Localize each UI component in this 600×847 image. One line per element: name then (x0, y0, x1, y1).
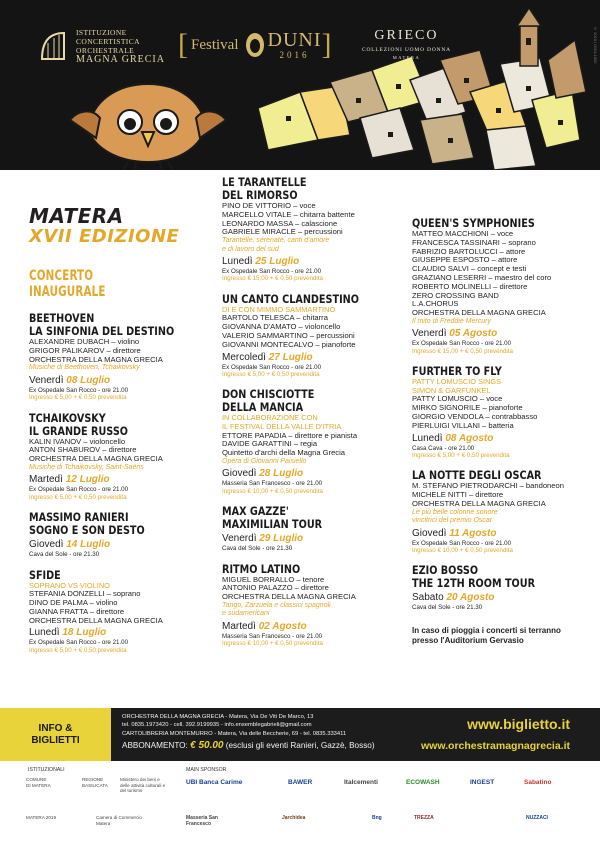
edition-title: XVII EDIZIONE (29, 226, 180, 247)
event-day: Lunedì (29, 627, 63, 639)
event-day-date: 08 Agosto (445, 432, 494, 444)
event-date (222, 532, 404, 545)
sponsor-logo: Jarchidea (282, 815, 306, 821)
sponsor-logo: REGIONE BASILICATA (82, 777, 108, 788)
sponsor-logo: Bng (372, 815, 382, 821)
event-day: Giovedì (412, 527, 450, 539)
event-price: Ingresso € 5,00 + € 0,50 prevendita (222, 371, 320, 378)
event-venue: Ex Ospedale San Rocco - ore 21.00 (29, 486, 129, 494)
event-date (29, 374, 205, 387)
event-block (222, 388, 404, 495)
event-title: SOGNO E SON DESTO (29, 523, 145, 538)
event-performer: MICHELE NITTI – direttore (412, 490, 504, 500)
sponsor-logo: Masseria San Francesco (186, 815, 218, 827)
event-day: Venerdì (29, 374, 67, 386)
info-contacts (122, 713, 375, 752)
event-venue: Ex Ospedale San Rocco - ore 21.00 (222, 268, 322, 275)
event-price: Ingresso € 15,00 + € 0,50 prevendita (412, 347, 513, 355)
event-title: RITMO LATINO (222, 561, 301, 576)
event-performer: DINO DE PALMA – violino (29, 598, 118, 608)
event-date (29, 626, 205, 639)
event-title: MAX GAZZE' (222, 504, 289, 519)
event-performer: ALEXANDRE DUBACH – violino (29, 337, 140, 346)
event-performer: ANTONIO PALAZZO – direttore (222, 583, 329, 593)
event-note: Opera di Giovanni Paisiello (222, 457, 307, 465)
ocmg-logo (36, 28, 165, 64)
grieco-city: MATERA (392, 55, 421, 60)
sponsor-logo: ECOWASH (406, 779, 440, 786)
event-list (222, 176, 404, 648)
city-title: MATERA (29, 204, 124, 228)
event-performer: MARCELLO VITALE – chitarra battente (222, 209, 355, 219)
event-day: Lunedì (412, 432, 446, 444)
event-performer: GIOVANNI MONTECALVO – pianoforte (222, 339, 356, 349)
sponsor-logo: INGEST (470, 779, 495, 786)
event-list (412, 217, 588, 612)
event-performer: FRANCESCA TASSINARI – soprano (412, 237, 536, 247)
event-subtitle: IL FESTIVAL DELLA VALLE D'ITRIA (222, 422, 342, 431)
sponsor-logo: MATERA 2019 (26, 815, 57, 820)
event-performer: GIORGIO VENDOLA – contrabbasso (412, 411, 538, 421)
event-performer: ANTON SHABUROV – direttore (29, 445, 137, 455)
event-subtitle: SIMON & GARFUNKEL (412, 385, 491, 395)
ocmg-line3: ORCHESTRALE (76, 46, 135, 55)
event-title: QUEEN'S SYMPHONIES (412, 216, 535, 230)
harp-logo-icon (36, 29, 70, 63)
event-day-date: 12 Luglio (65, 474, 110, 486)
event-performer: VALERIO SAMMARTINO – percussioni (222, 331, 355, 340)
event-title: MASSIMO RANIERI (29, 510, 129, 525)
info-line-1: ORCHESTRA DELLA MAGNA GRECIA - Matera, Via De Viti De Marco, 13 (122, 714, 314, 720)
event-block (29, 511, 205, 558)
column-2 (222, 176, 404, 658)
event-date (29, 473, 205, 486)
side-code: © 2016 | 0004-1600 (593, 26, 598, 64)
festival-name: DUNI (267, 29, 322, 51)
event-performer: FABRIZIO BARTOLUCCI – attore (412, 246, 526, 256)
info-line-3: CARTOLIBRERIA MONTEMURRO - Matera, Via delle Beccherie, 69 - tel. 0835.333411 (122, 730, 347, 737)
biglietto-link[interactable]: www.biglietto.it (467, 716, 570, 732)
event-day: Giovedì (222, 468, 260, 480)
event-performer: GIUSEPPE ESPOSTO – attore (412, 255, 518, 265)
event-day-date: 25 Luglio (255, 256, 300, 267)
event-performer: GABRIELE MIRACLE – percussioni (222, 227, 343, 237)
event-date (222, 255, 404, 268)
event-day-date: 27 Luglio (268, 351, 313, 363)
sponsor-logo: NUZZACI (526, 815, 548, 821)
city-illustration (0, 0, 600, 170)
header-banner (0, 0, 600, 170)
event-day-date: 18 Luglio (62, 627, 107, 639)
column-3 (412, 217, 588, 646)
sponsor-logo: COMUNE DI MATERA (26, 777, 51, 788)
event-note: Le più belle colonne sonore (412, 508, 498, 516)
event-venue: Cava del Sole - ore 21.30 (29, 551, 100, 559)
event-price: Ingresso € 5,00 + € 0,50 prevendita (29, 394, 127, 402)
event-day-date: 29 Luglio (259, 533, 304, 545)
event-performer: KALIN IVANOV – violoncello (29, 436, 126, 446)
event-title: DEL RIMORSO (222, 188, 298, 202)
event-day: Lunedì (222, 256, 256, 267)
event-day: Mercoledì (222, 351, 269, 363)
event-title: BEETHOVEN (29, 311, 95, 325)
event-venue: Ex Ospedale San Rocco - ore 21.00 (412, 539, 512, 547)
event-date (412, 432, 588, 445)
event-block (222, 176, 404, 283)
event-venue: Ex Ospedale San Rocco - ore 21.00 (29, 386, 129, 394)
sponsor-logo: BAWER (288, 779, 313, 786)
event-note: Tarantelle, serenate, canti d'amore (222, 237, 330, 245)
event-price: Ingresso € 10,00 + € 0,50 prevendita (222, 487, 323, 495)
event-list (29, 312, 205, 654)
sponsor-logo: Ministero dei beni e delle attività culturali e del turismo (120, 777, 166, 794)
event-note: Il mito di Freddie Mercury (412, 317, 491, 325)
event-title: DELLA MANCIA (222, 400, 304, 415)
event-performer: M. STEFANO PIETRODARCHI – bandoneon (412, 481, 564, 491)
event-price: Ingresso € 15,00 + € 0,50 prevendita (222, 275, 323, 283)
grieco-tagline: COLLEZIONI UOMO DONNA (362, 47, 451, 53)
event-note: vincitrici del premio Oscar (412, 517, 493, 525)
column-1 (29, 176, 205, 664)
event-performer: ETTORE PAPADIA – direttore e pianista (222, 430, 358, 440)
event-title: LE TARANTELLE (222, 175, 307, 189)
event-title: MAXIMILIAN TOUR (222, 517, 323, 532)
event-title: THE 12TH ROOM TOUR (412, 576, 536, 591)
event-day-date: 05 Agosto (449, 328, 498, 340)
event-title: LA NOTTE DEGLI OSCAR (412, 468, 542, 483)
event-block (29, 312, 205, 402)
orchestra-website-link[interactable]: www.orchestramagnagrecia.it (421, 740, 570, 752)
event-subtitle: IN COLLABORAZIONE CON (222, 413, 318, 423)
event-performer: ORCHESTRA DELLA MAGNA GRECIA (412, 498, 546, 508)
info-label: INFO & BIGLIETTI (0, 708, 111, 761)
event-performer: GIOVANNA D'AMATO – violoncello (222, 322, 341, 332)
concerto-inaugurale-label: CONCERTO INAUGURALE (29, 268, 106, 300)
info-bar (0, 708, 600, 761)
event-block (412, 217, 588, 355)
event-performer: PINO DE VITTORIO – voce (222, 201, 316, 210)
sponsors-area (0, 763, 600, 847)
event-venue: Casa Cava - ore 21.00 (412, 444, 475, 452)
event-performer: LEONARDO MASSA – calascione (222, 218, 338, 228)
event-venue: Ex Ospedale San Rocco - ore 21.00 (222, 363, 322, 371)
event-performer: MIGUEL BORRALLO – tenore (222, 574, 325, 584)
event-performer: ORCHESTRA DELLA MAGNA GRECIA (222, 592, 356, 602)
event-block (412, 365, 588, 459)
event-day-date: 28 Luglio (259, 468, 304, 480)
event-performer: STEFANIA DONZELLI – soprano (29, 589, 141, 599)
abbonamento: ABBONAMENTO: € 50.00 (esclusi gli eventi Ranieri, Gazzè, Bosso) (122, 740, 375, 752)
sponsor-logo: Sabatino (524, 779, 552, 786)
grieco-name: GRIECO (374, 28, 439, 43)
event-date (222, 351, 404, 364)
event-performer: ROBERTO MOLINELLI – direttore (412, 281, 528, 291)
event-title: SFIDE (29, 567, 61, 582)
event-performer: Quintetto d'archi della Magna Grecia (222, 448, 346, 458)
event-date (222, 620, 404, 633)
sponsor-logo: Camera di Commercio Matera (96, 815, 142, 826)
event-block (412, 564, 588, 611)
sponsor-logo: Italcementi (344, 779, 378, 786)
event-performer: ORCHESTRA DELLA MAGNA GRECIA (29, 354, 163, 364)
ocmg-line2: CONCERTISTICA (76, 37, 140, 46)
event-subtitle: PATTY LOMUSCIO SINGS (412, 377, 502, 387)
event-day: Giovedì (29, 539, 67, 551)
event-title: EZIO BOSSO (412, 563, 479, 578)
ocmg-line1: ISTITUZIONE (76, 28, 127, 37)
event-day: Venerdì (222, 533, 260, 545)
event-note: e sudamericani (222, 610, 270, 618)
event-note: Tango, Zarzuela e classici spagnoli (222, 602, 331, 609)
event-day: Martedì (222, 620, 259, 632)
main-sponsor-label: MAIN SPONSOR (186, 767, 227, 773)
institutional-label: ISTITUZIONALI (28, 767, 65, 773)
event-performer: ORCHESTRA DELLA MAGNA GRECIA (412, 308, 546, 318)
event-note: Musiche di Beethoven, Tchaikovsky (29, 364, 140, 372)
rain-note: In caso di pioggia i concerti si terranno presso l'Auditorium Gervasio (412, 625, 561, 645)
event-performer: MIRKO SIGNORILE – pianoforte (412, 403, 523, 413)
event-venue: Ex Ospedale San Rocco - ore 21.00 (29, 639, 129, 647)
event-block (29, 412, 205, 502)
event-day: Venerdì (412, 328, 450, 340)
event-performer: GIANNA FRATTA – direttore (29, 606, 125, 616)
event-venue: Cava del Sole - ore 21.30 (412, 604, 483, 612)
event-block (222, 505, 404, 552)
event-day-date: 08 Luglio (66, 374, 111, 386)
ocmg-line4: MAGNA GRECIA (76, 54, 165, 65)
event-performer: ORCHESTRA DELLA MAGNA GRECIA (29, 454, 163, 464)
event-performer: GRAZIANO LESERRI – maestro del coro (412, 272, 552, 282)
event-performer: DAVIDE GARATTINI – regia (222, 439, 318, 449)
event-title: DON CHISCIOTTE (222, 387, 315, 402)
event-performer: PATTY LOMUSCIO – voce (412, 394, 503, 404)
event-venue: Masseria San Francesco - ore 21.00 (222, 480, 323, 488)
event-performer: ZERO CROSSING BAND (412, 290, 499, 300)
event-day: Sabato (412, 592, 447, 604)
event-performer: BARTOLO TELESCA – chitarra (222, 313, 328, 323)
festival-year: 2016 (279, 50, 310, 60)
event-day-date: 14 Luglio (66, 539, 111, 551)
event-date (412, 327, 588, 340)
event-subtitle: SOPRANO VS VIOLINO (29, 580, 110, 590)
event-day: Martedì (29, 474, 66, 486)
event-day-date: 02 Agosto (258, 620, 307, 632)
event-date (222, 467, 404, 480)
event-price: Ingresso € 10,00 + € 0,50 prevendita (412, 546, 513, 554)
event-title: TCHAIKOVSKY (29, 410, 106, 425)
event-performer: MATTEO MACCHIONI – voce (412, 229, 514, 238)
event-day-date: 20 Agosto (446, 592, 495, 604)
festival-word: Festival (191, 36, 239, 53)
sponsor-logo: TREZZA (414, 815, 434, 821)
portrait-icon (244, 31, 266, 59)
event-date (29, 538, 205, 551)
event-performer: GRIGOR PALIKAROV – direttore (29, 345, 141, 355)
event-performer: ORCHESTRA DELLA MAGNA GRECIA (29, 615, 163, 625)
event-price: Ingresso € 5,00 + € 0,50 prevendita (29, 493, 127, 501)
event-venue: Masseria San Francesco - ore 21.00 (222, 632, 323, 640)
info-line-2: tel. 0835.1973420 - cell. 392.9199935 - info.ensemblegabrieli@gmail.com (122, 722, 312, 729)
grieco-logo (362, 28, 451, 60)
event-title: IL GRANDE RUSSO (29, 423, 129, 438)
event-block (412, 469, 588, 554)
event-day-date: 11 Agosto (449, 527, 497, 539)
event-price: Ingresso € 5,00 + € 0,50 prevendita (29, 646, 127, 654)
event-title: UN CANTO CLANDESTINO (222, 291, 359, 306)
event-venue: Ex Ospedale San Rocco - ore 21.00 (412, 340, 512, 348)
event-block (222, 293, 404, 379)
event-performer: PIERLUIGI VILLANI – batteria (412, 420, 514, 430)
event-block (29, 569, 205, 655)
event-price: Ingresso € 5,00 + € 0,50 prevendita (412, 451, 510, 459)
sponsor-logo: UBI Banca Carime (186, 779, 243, 786)
event-price: Ingresso € 10,00 + € 0,50 prevendita (222, 640, 323, 648)
event-title: LA SINFONIA DEL DESTINO (29, 324, 175, 338)
event-performer: L.A.CHORUS (412, 299, 459, 309)
event-note: e di lavoro del sud (222, 245, 279, 253)
event-date (412, 527, 588, 540)
event-subtitle: DI E CON MIMMO SAMMARTINO (222, 304, 336, 314)
festival-duni-logo: [ Festival DUNI 2016 ] (178, 28, 332, 61)
event-date (412, 591, 588, 604)
event-note: Musiche di Tchaikovsky, Saint-Saëns (29, 464, 144, 471)
event-venue: Cava del Sole - ore 21.30 (222, 545, 293, 553)
event-performer: CLAUDIO SALVI – concept e testi (412, 264, 527, 274)
event-block (222, 563, 404, 648)
event-title: FURTHER TO FLY (412, 364, 502, 379)
